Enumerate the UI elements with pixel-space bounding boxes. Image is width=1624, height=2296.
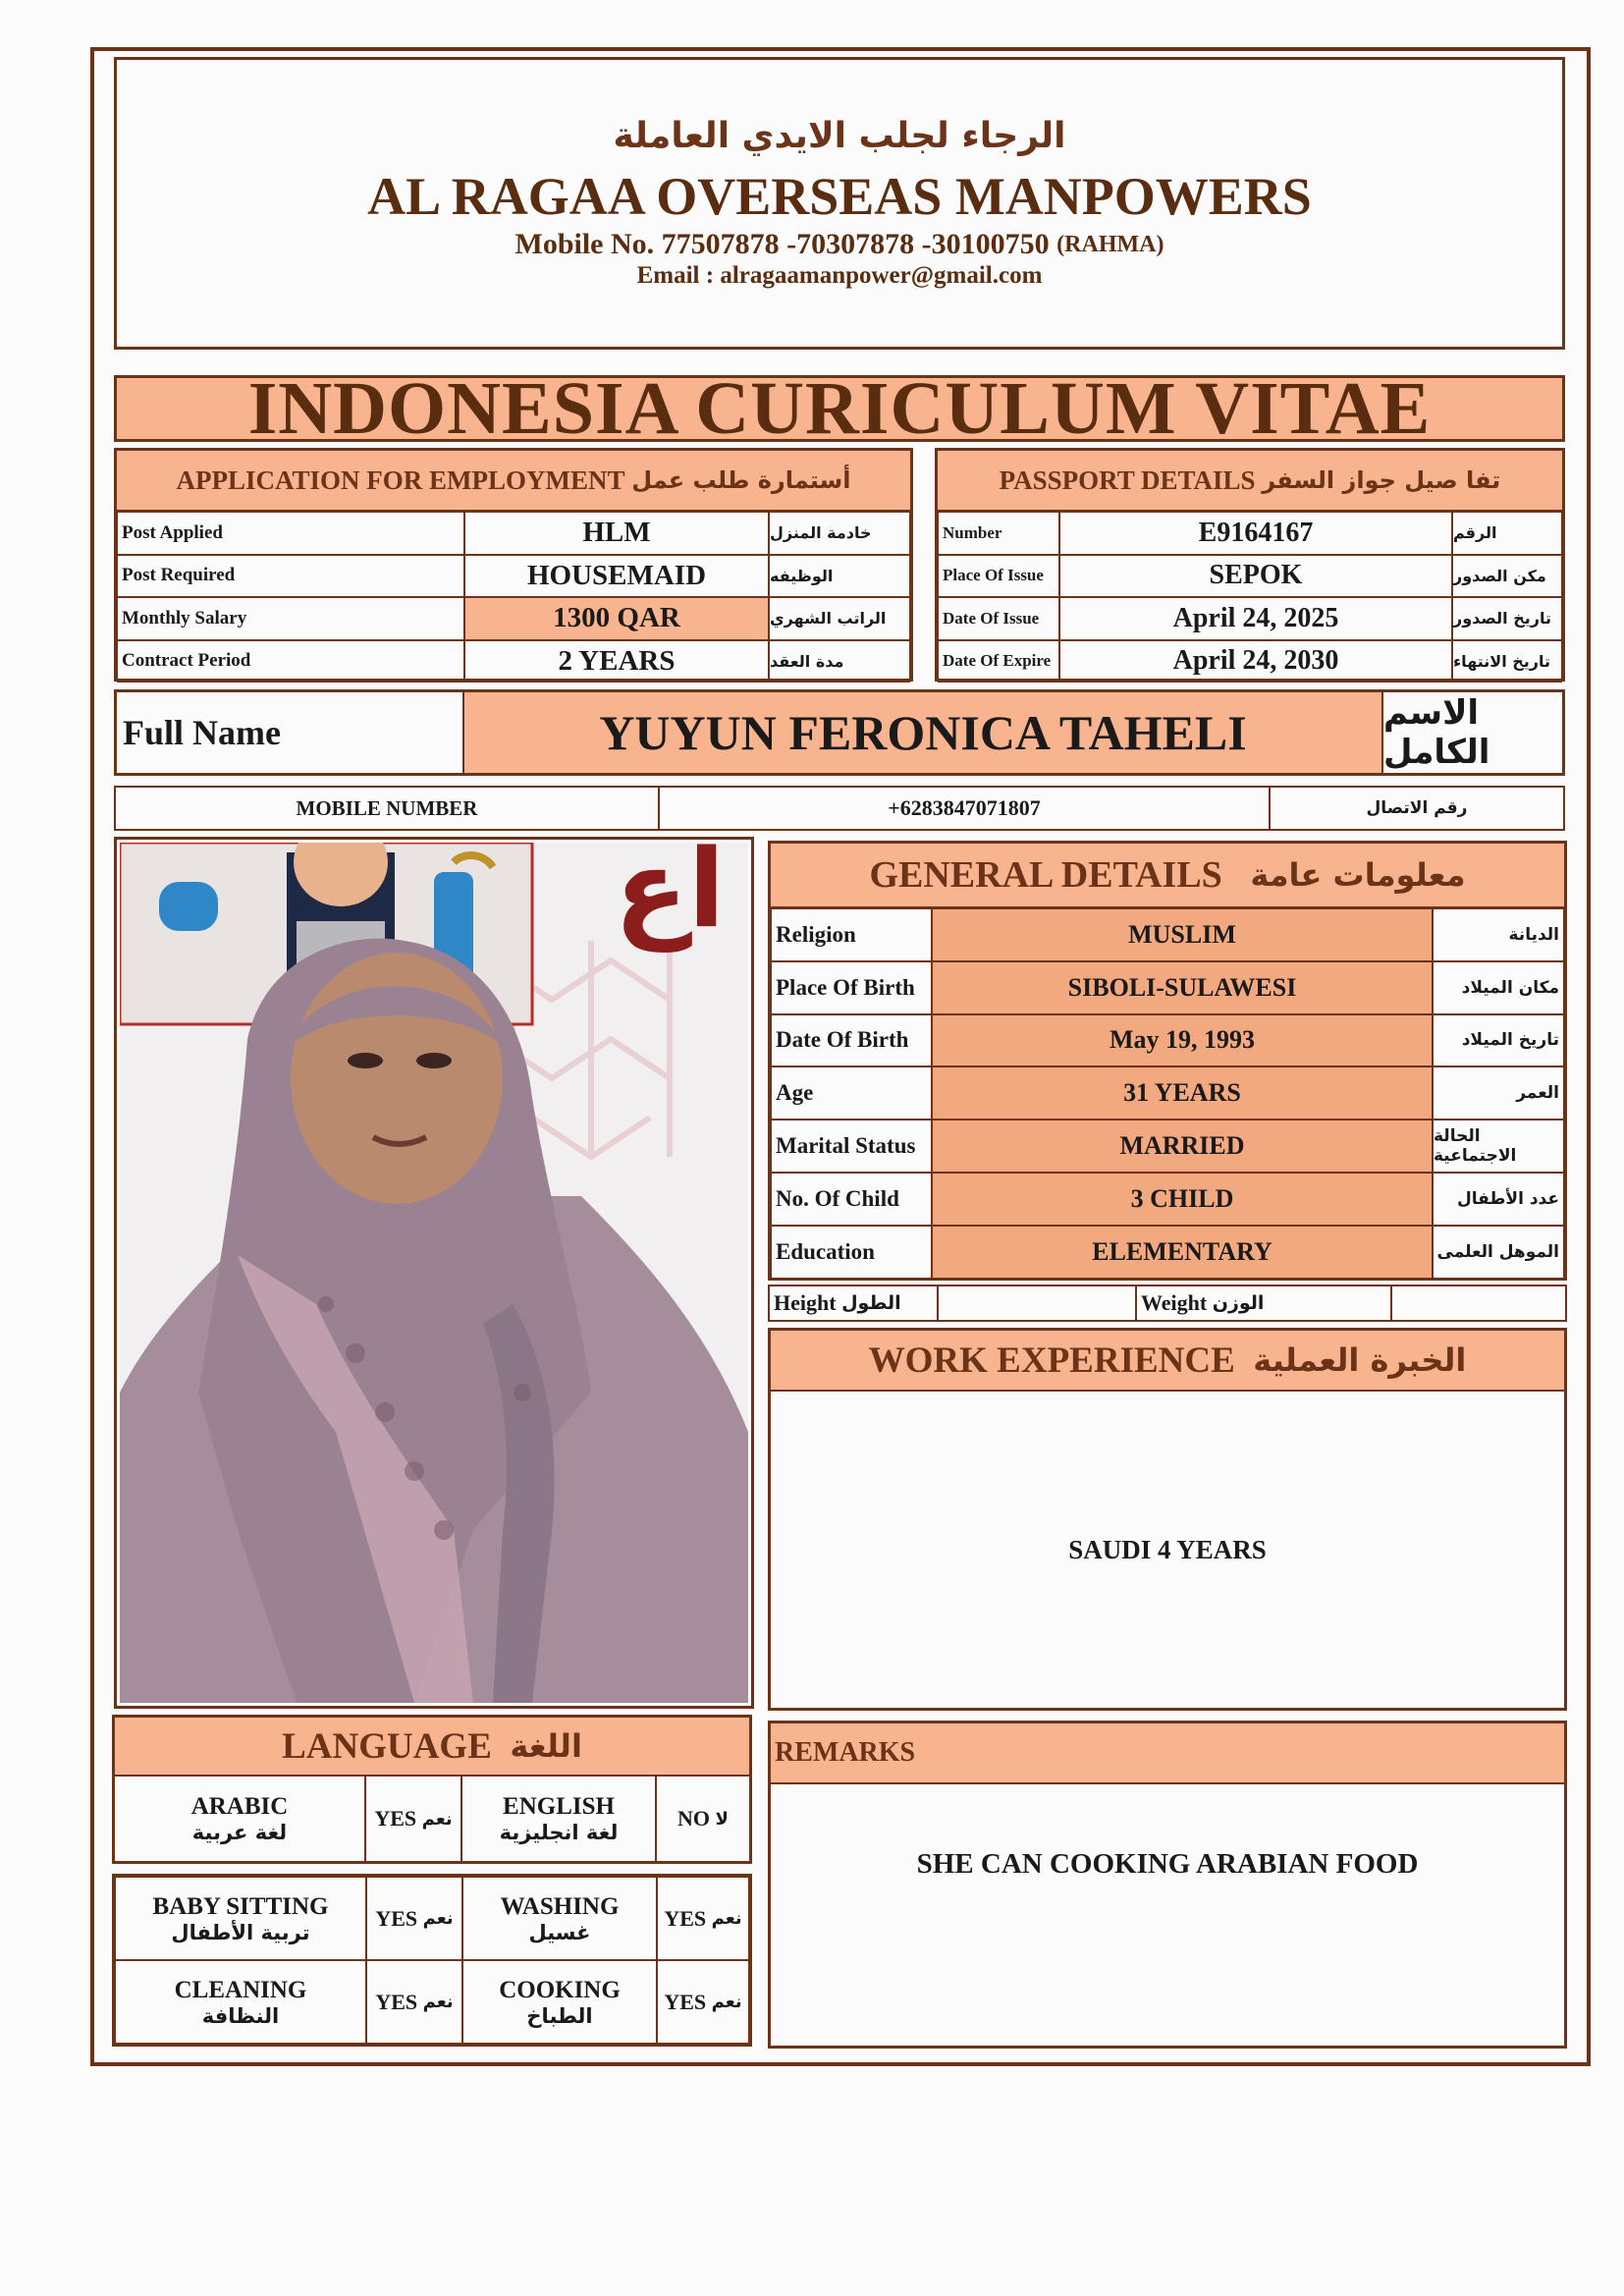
language-heading-ar: اللغة [510, 1727, 582, 1765]
general-row-label: No. Of Child [771, 1173, 932, 1226]
weight-label-en: Weight [1141, 1290, 1208, 1315]
skill-value-ar: نعم [711, 1992, 742, 2012]
skill-name-ar: غسيل [528, 1920, 591, 1944]
language-arabic [115, 1777, 366, 1861]
skill-value-ar: نعم [422, 1992, 454, 2012]
mobile-arabic: رقم الاتصال [1269, 788, 1563, 829]
company-email: Email : alragaamanpower@gmail.com [636, 262, 1043, 289]
skill-value: YES [375, 1989, 418, 2014]
general-row-arabic: مكان الميلاد [1433, 961, 1564, 1014]
remarks-text: SHE CAN COOKING ARABIAN FOOD [916, 1847, 1419, 1880]
full-name-row [114, 689, 1565, 776]
skill-name: WASHING [500, 1892, 620, 1920]
weight-label [1135, 1286, 1390, 1320]
work-heading-ar: الخبرة العملية [1253, 1341, 1467, 1379]
candidate-photo-frame [114, 837, 754, 1709]
general-heading-en: GENERAL DETAILS [869, 854, 1222, 896]
skill-name-cell [115, 1960, 366, 2044]
passport-row-arabic: مكن الصدور [1452, 555, 1562, 598]
language-english-name: ENGLISH [503, 1793, 615, 1820]
passport-row-arabic: تاريخ الانتهاء [1452, 640, 1562, 683]
height-label [770, 1286, 937, 1320]
passport-row-value: April 24, 2025 [1059, 597, 1452, 640]
application-row-value: HLM [464, 512, 769, 555]
skill-name-cell [115, 1877, 366, 1960]
height-weight-row [768, 1285, 1567, 1322]
general-row-label: Date Of Birth [771, 1014, 932, 1067]
general-heading-ar: معلومات عامة [1250, 856, 1466, 894]
skill-name-cell [462, 1877, 657, 1960]
general-row-value: MUSLIM [932, 908, 1433, 961]
mobile-label: MOBILE NUMBER [296, 795, 478, 820]
candidate-photo [120, 843, 748, 1703]
application-row-label: Post Required [117, 555, 464, 598]
general-row-label: Marital Status [771, 1120, 932, 1173]
passport-row-label: Number [938, 512, 1059, 555]
application-row-label: Contract Period [117, 640, 464, 683]
weight-label-ar: الوزن [1212, 1292, 1265, 1314]
skill-value-cell [657, 1877, 749, 1960]
passport-heading-en: PASSPORT DETAILS [999, 465, 1256, 495]
passport-row-arabic: تاريخ الصدور [1452, 597, 1562, 640]
passport-heading [938, 451, 1562, 512]
passport-row-value: SEPOK [1059, 555, 1452, 598]
general-row-arabic: تاريخ الميلاد [1433, 1014, 1564, 1067]
application-row-arabic: الراتب الشهري [769, 597, 910, 640]
passport-row-value: E9164167 [1059, 512, 1452, 555]
skill-value-cell [366, 1960, 462, 2044]
company-mobile-numbers: Mobile No. 77507878 -70307878 -30100750 [514, 228, 1050, 260]
company-header [114, 57, 1565, 350]
skill-value-cell [366, 1877, 462, 1960]
language-english-value-ar: لا [715, 1808, 729, 1830]
passport-row-arabic: الرقم [1452, 512, 1562, 555]
language-arabic-value [366, 1777, 462, 1861]
general-row-arabic: عدد الأطفال [1433, 1173, 1564, 1226]
general-section [768, 841, 1567, 1281]
skill-name-ar: النظافة [201, 2003, 280, 2028]
passport-section [935, 448, 1565, 682]
mobile-row [114, 786, 1565, 831]
company-arabic-name: الرجاء لجلب الايدي العاملة [613, 115, 1066, 156]
application-row-label: Post Applied [117, 512, 464, 555]
skill-name-ar: الطباخ [526, 2003, 593, 2028]
application-heading [117, 451, 910, 512]
full-name-value: YUYUN FERONICA TAHELI [464, 692, 1381, 773]
application-heading-en: APPLICATION FOR EMPLOYMENT [176, 465, 625, 495]
skill-value: YES [375, 1905, 418, 1931]
skill-name: BABY SITTING [152, 1892, 329, 1920]
language-english-ar: لغة انجليزية [499, 1821, 619, 1844]
skill-value-ar: نعم [711, 1908, 742, 1929]
general-row-value: 31 YEARS [932, 1066, 1433, 1120]
passport-row-label: Place Of Issue [938, 555, 1059, 598]
application-row-arabic: الوظيفه [769, 555, 910, 598]
language-arabic-value-ar: نعم [421, 1808, 453, 1830]
height-value [937, 1286, 1135, 1320]
height-label-ar: الطول [841, 1292, 901, 1314]
full-name-label: Full Name [117, 692, 464, 773]
banner-arabic-text: اع [614, 843, 726, 952]
general-row-value: MARRIED [932, 1120, 1433, 1173]
remarks-heading: REMARKS [771, 1723, 1564, 1784]
passport-heading-ar: تفا صيل جواز السفر [1262, 466, 1501, 494]
page-title: INDONESIA CURICULUM VITAE [114, 375, 1565, 442]
skill-name: CLEANING [174, 1976, 307, 2003]
application-row-value: 2 YEARS [464, 640, 769, 683]
general-heading [771, 844, 1564, 908]
work-heading-en: WORK EXPERIENCE [868, 1339, 1235, 1381]
work-text: SAUDI 4 YEARS [1068, 1534, 1267, 1564]
mobile-value: +6283847071807 [658, 788, 1269, 829]
general-row-value: ELEMENTARY [932, 1226, 1433, 1279]
company-name: AL RAGAA OVERSEAS MANPOWERS [367, 167, 1312, 226]
full-name-arabic: الاسم الكامل [1381, 692, 1562, 773]
language-english [462, 1777, 657, 1861]
application-row-label: Monthly Salary [117, 597, 464, 640]
general-row-arabic: الديانة [1433, 908, 1564, 961]
skill-name: COOKING [499, 1976, 621, 2003]
language-arabic-name: ARABIC [190, 1793, 289, 1820]
language-section [112, 1715, 752, 1864]
skill-value-ar: نعم [422, 1908, 454, 1929]
passport-row-label: Date Of Issue [938, 597, 1059, 640]
application-heading-ar: أستمارة طلب عمل [631, 466, 851, 494]
work-heading [771, 1331, 1564, 1392]
general-row-label: Place Of Birth [771, 961, 932, 1014]
language-english-value-en: NO [677, 1806, 711, 1831]
general-row-label: Religion [771, 908, 932, 961]
application-row-value: HOUSEMAID [464, 555, 769, 598]
skill-value: YES [664, 1989, 707, 2014]
language-heading [115, 1718, 749, 1777]
general-row-label: Education [771, 1226, 932, 1279]
skill-name-ar: تربية الأطفال [171, 1920, 310, 1944]
application-row-arabic: مدة العقد [769, 640, 910, 683]
general-row-value: 3 CHILD [932, 1173, 1433, 1226]
general-row-arabic: الحالة الاجتماعية [1433, 1120, 1564, 1173]
remarks-section [768, 1721, 1567, 2049]
work-section [768, 1328, 1567, 1711]
general-row-arabic: العمر [1433, 1066, 1564, 1120]
passport-row-value: April 24, 2030 [1059, 640, 1452, 683]
application-row-value: 1300 QAR [464, 597, 769, 640]
skill-value-cell [657, 1960, 749, 2044]
company-mobile-contact: (RAHMA) [1056, 231, 1164, 257]
general-row-label: Age [771, 1066, 932, 1120]
skill-name-cell [462, 1960, 657, 2044]
language-english-value [657, 1777, 749, 1861]
application-row-arabic: خادمة المنزل [769, 512, 910, 555]
general-row-arabic: الموهل العلمى [1433, 1226, 1564, 1279]
general-row-value: SIBOLI-SULAWESI [932, 961, 1433, 1014]
skills-section [112, 1874, 752, 2047]
language-arabic-value-en: YES [374, 1806, 417, 1831]
general-row-value: May 19, 1993 [932, 1014, 1433, 1067]
passport-row-label: Date Of Expire [938, 640, 1059, 683]
height-label-en: Height [774, 1290, 837, 1315]
skill-value: YES [664, 1905, 707, 1931]
application-section [114, 448, 913, 682]
language-arabic-ar: لغة عربية [191, 1821, 288, 1844]
weight-value [1390, 1286, 1565, 1320]
language-heading-en: LANGUAGE [282, 1725, 492, 1767]
